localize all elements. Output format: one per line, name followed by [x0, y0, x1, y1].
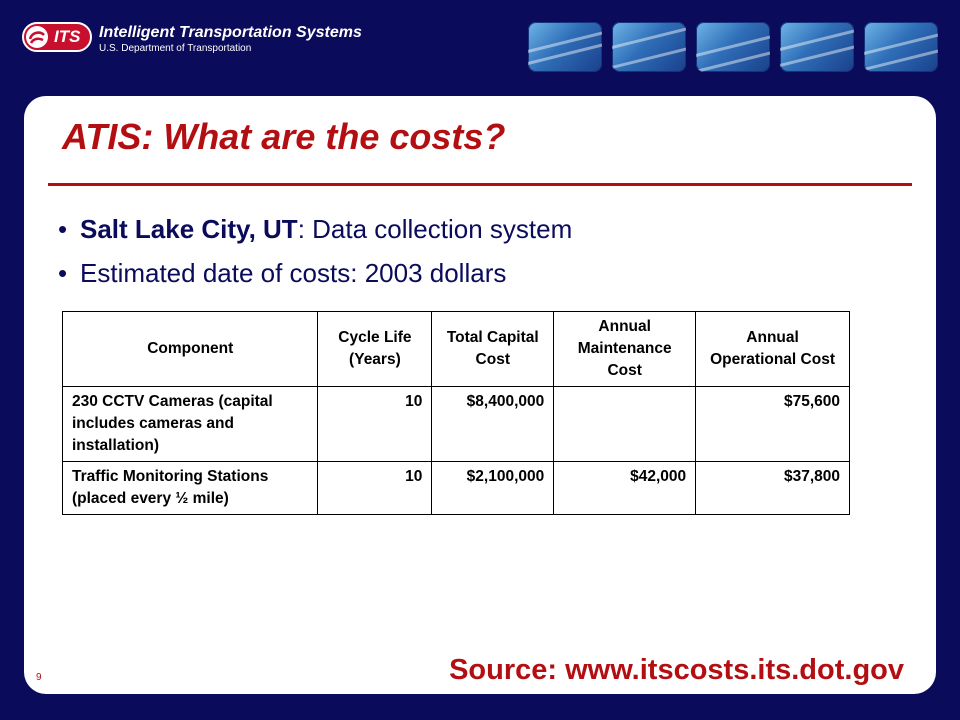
brand-subtitle: U.S. Department of Transportation: [99, 43, 252, 54]
table-row: [63, 387, 850, 462]
photo-highway-icon: [696, 22, 770, 72]
its-logo: [22, 22, 92, 52]
logo-text: ITS: [54, 27, 81, 46]
cell-component: Traffic Monitoring Stations (placed every ½ mile): [63, 462, 318, 515]
bullet-location: [58, 214, 572, 245]
cell-capital-cost: $8,400,000: [432, 387, 554, 462]
slide-title: ATIS: What are the costs?: [62, 116, 506, 157]
bullet-dot-icon: •: [58, 214, 68, 244]
photo-traffic-icon: [528, 22, 602, 72]
table-row: [63, 462, 850, 515]
cell-operational-cost: $37,800: [696, 462, 850, 515]
cell-maintenance-cost: $42,000: [554, 462, 696, 515]
cell-operational-cost: $75,600: [696, 387, 850, 462]
brand-title: Intelligent Transportation Systems: [99, 24, 362, 41]
header-cycle-life: Cycle Life (Years): [318, 312, 432, 387]
header-operational-cost: Annual Operational Cost: [696, 312, 850, 387]
bullet-text: : Data collection system: [297, 214, 573, 244]
slide-content: [24, 96, 936, 694]
bullet-dot-icon: •: [58, 258, 68, 288]
bullet-bold: Salt Lake City, UT: [80, 214, 298, 244]
cell-cycle-life: 10: [318, 462, 432, 515]
page-number: 9: [36, 672, 42, 683]
header-component: Component: [63, 312, 318, 387]
cell-component: 230 CCTV Cameras (capital includes cameras and installation): [63, 387, 318, 462]
bullet-text: Estimated date of costs: 2003 dollars: [80, 258, 507, 288]
cell-capital-cost: $2,100,000: [432, 462, 554, 515]
cell-maintenance-cost: [554, 387, 696, 462]
cost-table: [62, 311, 850, 515]
bullet-cost-date: [58, 258, 506, 289]
table-header-row: [63, 312, 850, 387]
photo-truck-icon: [612, 22, 686, 72]
photo-semi-truck-icon: [864, 22, 938, 72]
header-capital-cost: Total Capital Cost: [432, 312, 554, 387]
its-swirl-icon: [26, 26, 48, 48]
source-link[interactable]: Source: www.itscosts.its.dot.gov: [449, 654, 904, 686]
header-maintenance-cost: Annual Maintenance Cost: [554, 312, 696, 387]
header-bar: [0, 0, 960, 96]
photo-city-icon: [780, 22, 854, 72]
title-divider: [48, 183, 912, 186]
cell-cycle-life: 10: [318, 387, 432, 462]
